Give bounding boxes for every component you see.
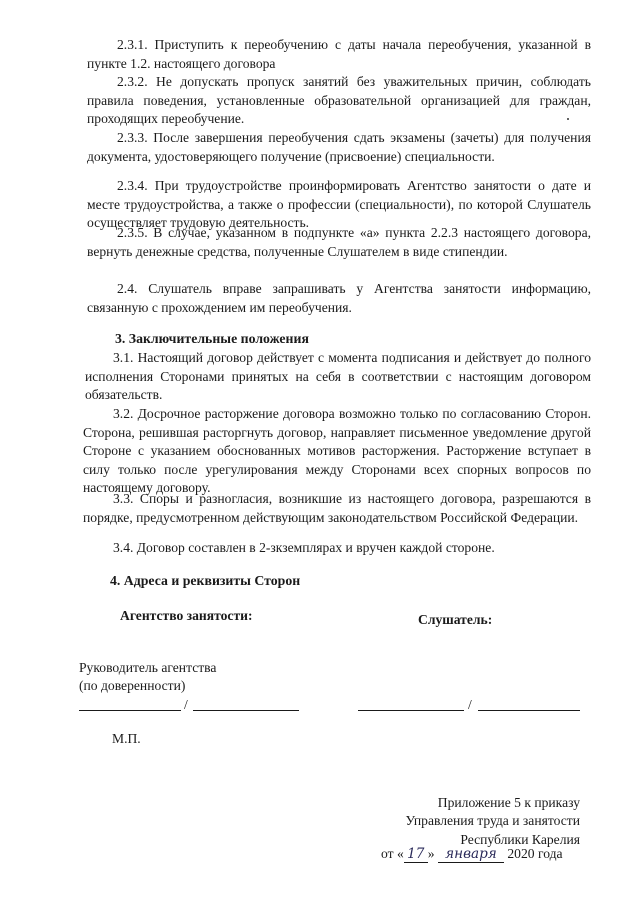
clause-3-2: 3.2. Досрочное расторжение договора возможно только по согласованию Сторон. Сторона, решившая расторгнуть договор, направляет письменное уведомление другой Стороне с указанием обоснованных мотивов расторжения. Расторжение вступает в силу только после урегулирования между Сторонами всех спорных вопросов по настоящему договору.	[83, 406, 591, 496]
listener-signature-line	[358, 710, 464, 711]
clause-2-3-4: 2.3.4. При трудоустройстве проинформировать Агентство занятости о дате и месте трудоустройства, а также о профессии (специальности), по которой Слушатель осуществляет трудовую деятельность.	[87, 178, 591, 231]
clause-3-4: 3.4. Договор составлен в 2-зкземплярах и вручен каждой стороне.	[113, 540, 495, 555]
clause-2-3-2: 2.3.2. Не допускать пропуск занятий без уважительных причин, соблюдать правила поведения, установленные образовательной организацией для граждан, проходящих переобучение.	[87, 74, 591, 127]
appendix-line-1: Приложение 5 к приказу	[437, 795, 580, 810]
section-3-heading: 3. Заключительные положения	[115, 331, 309, 346]
date-month: января	[438, 846, 504, 863]
section-4-heading: 4. Адреса и реквизиты Сторон	[110, 573, 301, 588]
date-day: 17	[404, 846, 428, 863]
clause-3-1: 3.1. Настоящий договор действует с момента подписания и действует до полного исполнения Сторонами принятых на себя в соответствии с настоящим договором обязательств.	[85, 350, 591, 403]
appendix-line-3: Республики Карелия	[460, 832, 580, 847]
speck	[567, 118, 569, 120]
clause-2-3-5: 2.3.5. В случае, указанном в подпункте «а» пункта 2.2.3 настоящего договора, вернуть денежные средства, полученные Слушателем в виде стипендии.	[87, 225, 591, 259]
agency-label: Агентство занятости:	[120, 608, 253, 623]
appendix-date	[381, 846, 563, 863]
listener-signature-slash: /	[468, 697, 472, 712]
clause-3-3: 3.3. Споры и разногласия, возникшие из настоящего договора, разрешаются в порядке, предусмотренном действующим законодательством Российской Федерации.	[83, 491, 591, 525]
clause-2-3-1: 2.3.1. Приступить к переобучению с даты начала переобучения, указанной в пункте 1.2. настоящего договора	[87, 37, 591, 71]
clause-2-4: 2.4. Слушатель вправе запрашивать у Агентства занятости информацию, связанную с прохождением им переобучения.	[87, 281, 591, 315]
director-proxy: (по доверенности)	[79, 678, 186, 693]
clause-2-3-3: 2.3.3. После завершения переобучения сдать экзамены (зачеты) для получения документа, удостоверяющего получение (присвоение) специальности.	[87, 130, 591, 164]
agency-signature-line	[79, 710, 181, 711]
listener-label: Слушатель:	[418, 612, 493, 627]
date-year: 2020 года	[503, 846, 563, 861]
date-prefix: от «	[381, 846, 404, 861]
listener-name-line	[478, 710, 580, 711]
date-mid: »	[427, 846, 438, 861]
agency-name-line	[193, 710, 299, 711]
appendix-line-2: Управления труда и занятости	[405, 813, 580, 828]
agency-signature-slash: /	[184, 697, 188, 712]
director-title: Руководитель агентства	[79, 660, 217, 675]
stamp-placeholder: М.П.	[112, 731, 141, 746]
